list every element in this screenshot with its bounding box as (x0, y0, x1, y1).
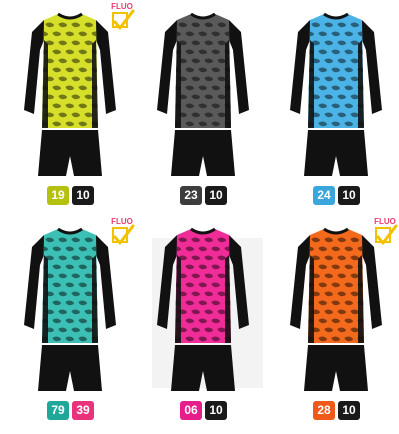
collar (324, 14, 348, 18)
collar (324, 229, 348, 233)
kit-codes (270, 401, 399, 420)
kit-image (18, 10, 123, 178)
left-sleeve (24, 20, 44, 114)
kit-card[interactable] (137, 0, 270, 217)
color-code-chip: 19 (47, 186, 69, 205)
fluo-label: FLUO (111, 217, 133, 226)
size-chip: 39 (72, 401, 94, 420)
size-chip: 10 (72, 186, 94, 205)
collar (191, 229, 215, 233)
color-code-chip: 06 (180, 401, 202, 420)
right-sleeve (362, 20, 382, 114)
kit-codes (137, 401, 270, 420)
color-code-chip: 23 (180, 186, 202, 205)
kit-codes (270, 186, 399, 205)
kit-image (18, 225, 123, 393)
color-code-chip: 79 (47, 401, 69, 420)
left-sleeve (157, 20, 177, 114)
checkmark-icon (110, 223, 136, 247)
shorts (38, 130, 102, 176)
kit-card[interactable] (4, 0, 137, 217)
collar (58, 14, 82, 18)
fluo-badge (372, 217, 398, 251)
left-sleeve (290, 20, 310, 114)
shorts (171, 130, 235, 176)
shorts (304, 130, 368, 176)
fluo-badge (109, 2, 135, 36)
fluo-label: FLUO (111, 2, 133, 11)
size-chip: 10 (205, 186, 227, 205)
shorts (171, 345, 235, 391)
collar (58, 229, 82, 233)
kit-card[interactable] (4, 215, 137, 432)
left-sleeve (290, 235, 310, 329)
kit-codes (4, 401, 137, 420)
kit-card[interactable] (137, 215, 270, 432)
kit-image (151, 10, 256, 178)
checkmark-icon (373, 223, 399, 247)
kit-card[interactable] (270, 0, 399, 217)
size-chip: 10 (205, 401, 227, 420)
kit-codes (137, 186, 270, 205)
kit-image (284, 10, 389, 178)
collar (191, 14, 215, 18)
color-code-chip: 28 (313, 401, 335, 420)
kit-codes (4, 186, 137, 205)
checkmark-icon (110, 8, 136, 32)
fluo-badge (109, 217, 135, 251)
shorts (38, 345, 102, 391)
kit-image (151, 225, 256, 393)
right-sleeve (229, 20, 249, 114)
left-sleeve (24, 235, 44, 329)
color-code-chip: 24 (313, 186, 335, 205)
kit-card[interactable] (270, 215, 399, 432)
right-sleeve (229, 235, 249, 329)
fluo-label: FLUO (374, 217, 396, 226)
size-chip: 10 (338, 401, 360, 420)
size-chip: 10 (338, 186, 360, 205)
left-sleeve (157, 235, 177, 329)
shorts (304, 345, 368, 391)
